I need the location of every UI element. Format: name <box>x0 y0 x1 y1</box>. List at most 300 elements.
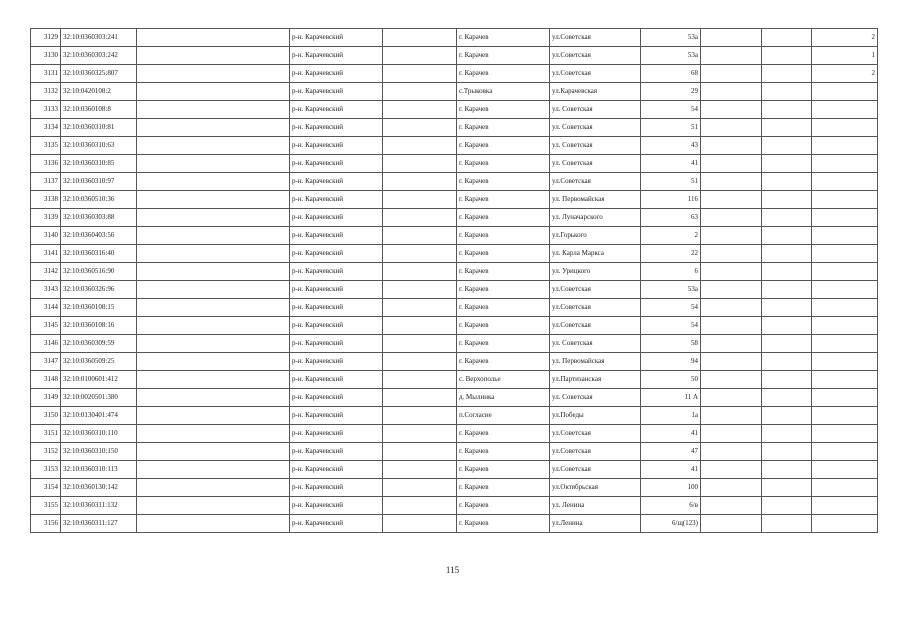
locality-name: д. Мылинка <box>457 389 550 407</box>
street-name: ул. Карла Маркса <box>550 245 641 263</box>
street-name: ул.Советская <box>550 47 641 65</box>
house-number: 43 <box>641 137 701 155</box>
street-name: ул.Советская <box>550 299 641 317</box>
empty-cell <box>762 497 812 515</box>
table-row <box>31 263 878 281</box>
district-name: р-н. Карачевский <box>290 389 383 407</box>
empty-cell <box>137 425 290 443</box>
table-row <box>31 497 878 515</box>
street-name: ул.Советская <box>550 29 641 47</box>
house-number: 2 <box>641 227 701 245</box>
house-number: 6/в <box>641 497 701 515</box>
count-value: 2 <box>812 65 878 83</box>
street-name: ул. Советская <box>550 389 641 407</box>
house-number: 41 <box>641 155 701 173</box>
count-value <box>812 479 878 497</box>
locality-name: г. Карачев <box>457 173 550 191</box>
street-name: ул.Ленина <box>550 515 641 533</box>
empty-cell <box>762 263 812 281</box>
empty-cell <box>137 335 290 353</box>
table-row <box>31 83 878 101</box>
empty-cell <box>762 65 812 83</box>
table-row <box>31 119 878 137</box>
locality-name: г. Карачев <box>457 281 550 299</box>
count-value <box>812 119 878 137</box>
empty-cell <box>701 407 762 425</box>
house-number: 1а <box>641 407 701 425</box>
cadastral-number: 32:10:0360108:16 <box>61 317 137 335</box>
house-number: 47 <box>641 443 701 461</box>
table-row <box>31 101 878 119</box>
street-name: ул.Советская <box>550 65 641 83</box>
empty-cell <box>383 209 457 227</box>
empty-cell <box>137 191 290 209</box>
empty-cell <box>762 389 812 407</box>
empty-cell <box>383 443 457 461</box>
empty-cell <box>762 479 812 497</box>
empty-cell <box>701 191 762 209</box>
empty-cell <box>137 479 290 497</box>
locality-name: г. Карачев <box>457 227 550 245</box>
cadastral-number: 32:10:0360510:36 <box>61 191 137 209</box>
house-number: 50 <box>641 371 701 389</box>
table-row <box>31 425 878 443</box>
district-name: р-н. Карачевский <box>290 83 383 101</box>
empty-cell <box>701 119 762 137</box>
cadastral-number: 32:10:0360310:97 <box>61 173 137 191</box>
locality-name: г. Карачев <box>457 461 550 479</box>
empty-cell <box>701 227 762 245</box>
locality-name: г. Карачев <box>457 479 550 497</box>
empty-cell <box>762 461 812 479</box>
district-name: р-н. Карачевский <box>290 281 383 299</box>
table-row <box>31 353 878 371</box>
empty-cell <box>137 47 290 65</box>
cadastral-number: 32:10:0360326:96 <box>61 281 137 299</box>
street-name: ул. Советская <box>550 137 641 155</box>
cadastral-number: 32:10:0360310:81 <box>61 119 137 137</box>
house-number: 68 <box>641 65 701 83</box>
empty-cell <box>701 83 762 101</box>
cadastral-number: 32:10:0360303:241 <box>61 29 137 47</box>
empty-cell <box>383 389 457 407</box>
row-number: 3139 <box>31 209 61 227</box>
row-number: 3144 <box>31 299 61 317</box>
empty-cell <box>383 191 457 209</box>
district-name: р-н. Карачевский <box>290 479 383 497</box>
empty-cell <box>383 245 457 263</box>
row-number: 3141 <box>31 245 61 263</box>
row-number: 3131 <box>31 65 61 83</box>
district-name: р-н. Карачевский <box>290 65 383 83</box>
empty-cell <box>383 461 457 479</box>
count-value <box>812 173 878 191</box>
cadastral-number: 32:10:0360311:132 <box>61 497 137 515</box>
count-value <box>812 191 878 209</box>
cadastral-number: 32:10:0360311:127 <box>61 515 137 533</box>
table-row <box>31 335 878 353</box>
empty-cell <box>762 335 812 353</box>
street-name: ул.Советская <box>550 461 641 479</box>
empty-cell <box>701 371 762 389</box>
row-number: 3140 <box>31 227 61 245</box>
house-number: 54 <box>641 101 701 119</box>
cadastral-number: 32:10:0360516:90 <box>61 263 137 281</box>
empty-cell <box>701 389 762 407</box>
empty-cell <box>383 317 457 335</box>
empty-cell <box>701 479 762 497</box>
row-number: 3154 <box>31 479 61 497</box>
cadastral-number: 32:10:0020501:380 <box>61 389 137 407</box>
row-number: 3130 <box>31 47 61 65</box>
row-number: 3135 <box>31 137 61 155</box>
cadastral-number: 32:10:0360309:59 <box>61 335 137 353</box>
empty-cell <box>762 299 812 317</box>
empty-cell <box>762 137 812 155</box>
house-number: 116 <box>641 191 701 209</box>
table-row <box>31 407 878 425</box>
empty-cell <box>762 281 812 299</box>
locality-name: г. Карачев <box>457 245 550 263</box>
house-number: 63 <box>641 209 701 227</box>
street-name: ул.Советская <box>550 425 641 443</box>
count-value <box>812 497 878 515</box>
empty-cell <box>137 101 290 119</box>
empty-cell <box>701 461 762 479</box>
empty-cell <box>762 425 812 443</box>
table-row <box>31 281 878 299</box>
table-row <box>31 317 878 335</box>
district-name: р-н. Карачевский <box>290 425 383 443</box>
table-row <box>31 173 878 191</box>
count-value <box>812 101 878 119</box>
table-row <box>31 227 878 245</box>
cadastral-number: 32:10:0360303:242 <box>61 47 137 65</box>
district-name: р-н. Карачевский <box>290 209 383 227</box>
empty-cell <box>701 209 762 227</box>
empty-cell <box>137 137 290 155</box>
house-number: 54 <box>641 299 701 317</box>
empty-cell <box>701 155 762 173</box>
house-number: 41 <box>641 425 701 443</box>
empty-cell <box>383 65 457 83</box>
table-row <box>31 299 878 317</box>
locality-name: г. Карачев <box>457 47 550 65</box>
table-body <box>31 29 878 533</box>
empty-cell <box>383 371 457 389</box>
row-number: 3155 <box>31 497 61 515</box>
row-number: 3137 <box>31 173 61 191</box>
house-number: 29 <box>641 83 701 101</box>
empty-cell <box>701 65 762 83</box>
street-name: ул. Луначарского <box>550 209 641 227</box>
table-row <box>31 389 878 407</box>
street-name: ул. Первомайская <box>550 191 641 209</box>
empty-cell <box>137 443 290 461</box>
empty-cell <box>383 299 457 317</box>
house-number: 100 <box>641 479 701 497</box>
row-number: 3133 <box>31 101 61 119</box>
table-row <box>31 479 878 497</box>
table-row <box>31 371 878 389</box>
district-name: р-н. Карачевский <box>290 173 383 191</box>
row-number: 3142 <box>31 263 61 281</box>
row-number: 3148 <box>31 371 61 389</box>
empty-cell <box>762 209 812 227</box>
empty-cell <box>383 515 457 533</box>
count-value <box>812 281 878 299</box>
count-value <box>812 425 878 443</box>
locality-name: г. Карачев <box>457 497 550 515</box>
empty-cell <box>137 29 290 47</box>
count-value <box>812 353 878 371</box>
empty-cell <box>137 263 290 281</box>
empty-cell <box>701 425 762 443</box>
street-name: ул. Советская <box>550 101 641 119</box>
empty-cell <box>762 173 812 191</box>
row-number: 3149 <box>31 389 61 407</box>
empty-cell <box>383 479 457 497</box>
count-value <box>812 209 878 227</box>
house-number: 94 <box>641 353 701 371</box>
count-value <box>812 371 878 389</box>
table-row <box>31 443 878 461</box>
empty-cell <box>701 29 762 47</box>
district-name: р-н. Карачевский <box>290 227 383 245</box>
page-number: 115 <box>445 565 460 575</box>
table-row <box>31 245 878 263</box>
empty-cell <box>762 227 812 245</box>
empty-cell <box>383 227 457 245</box>
district-name: р-н. Карачевский <box>290 155 383 173</box>
empty-cell <box>137 299 290 317</box>
street-name: ул.Советская <box>550 281 641 299</box>
district-name: р-н. Карачевский <box>290 497 383 515</box>
empty-cell <box>762 155 812 173</box>
count-value <box>812 227 878 245</box>
cadastral-number: 32:10:0360310:85 <box>61 155 137 173</box>
empty-cell <box>383 101 457 119</box>
empty-cell <box>137 371 290 389</box>
district-name: р-н. Карачевский <box>290 101 383 119</box>
cadastral-number: 32:10:0360310:63 <box>61 137 137 155</box>
street-name: ул.Партизанская <box>550 371 641 389</box>
row-number: 3147 <box>31 353 61 371</box>
district-name: р-н. Карачевский <box>290 407 383 425</box>
row-number: 3146 <box>31 335 61 353</box>
table-row <box>31 65 878 83</box>
cadastral-number: 32:10:0360310:113 <box>61 461 137 479</box>
count-value <box>812 155 878 173</box>
street-name: ул. Советская <box>550 119 641 137</box>
house-number: 6 <box>641 263 701 281</box>
house-number: 22 <box>641 245 701 263</box>
row-number: 3129 <box>31 29 61 47</box>
house-number: 11 А <box>641 389 701 407</box>
count-value: 2 <box>812 29 878 47</box>
count-value <box>812 137 878 155</box>
street-name: ул.Карачевская <box>550 83 641 101</box>
district-name: р-н. Карачевский <box>290 137 383 155</box>
district-name: р-н. Карачевский <box>290 29 383 47</box>
empty-cell <box>137 173 290 191</box>
table-row <box>31 515 878 533</box>
cadastral-number: 32:10:0360130:142 <box>61 479 137 497</box>
empty-cell <box>137 245 290 263</box>
empty-cell <box>137 461 290 479</box>
empty-cell <box>701 281 762 299</box>
count-value <box>812 83 878 101</box>
table-row <box>31 29 878 47</box>
locality-name: с.Трыковка <box>457 83 550 101</box>
empty-cell <box>383 353 457 371</box>
cadastral-number: 32:10:0360310:110 <box>61 425 137 443</box>
empty-cell <box>137 317 290 335</box>
empty-cell <box>701 443 762 461</box>
locality-name: г. Карачев <box>457 299 550 317</box>
cadastral-number: 32:10:0130401:474 <box>61 407 137 425</box>
cadastral-number: 32:10:0360303:88 <box>61 209 137 227</box>
count-value <box>812 461 878 479</box>
row-number: 3145 <box>31 317 61 335</box>
table-row <box>31 47 878 65</box>
empty-cell <box>383 173 457 191</box>
empty-cell <box>762 407 812 425</box>
street-name: ул. Советская <box>550 335 641 353</box>
empty-cell <box>762 29 812 47</box>
street-name: ул.Советская <box>550 443 641 461</box>
empty-cell <box>762 353 812 371</box>
district-name: р-н. Карачевский <box>290 299 383 317</box>
empty-cell <box>383 47 457 65</box>
table-row <box>31 461 878 479</box>
empty-cell <box>137 65 290 83</box>
district-name: р-н. Карачевский <box>290 47 383 65</box>
house-number: 53а <box>641 47 701 65</box>
locality-name: г. Карачев <box>457 425 550 443</box>
empty-cell <box>701 101 762 119</box>
row-number: 3143 <box>31 281 61 299</box>
table-row <box>31 155 878 173</box>
empty-cell <box>701 173 762 191</box>
row-number: 3138 <box>31 191 61 209</box>
house-number: 6/щ(123) <box>641 515 701 533</box>
empty-cell <box>762 371 812 389</box>
cadastral-number: 32:10:0360108:15 <box>61 299 137 317</box>
empty-cell <box>383 335 457 353</box>
empty-cell <box>383 137 457 155</box>
house-number: 53а <box>641 29 701 47</box>
house-number: 54 <box>641 317 701 335</box>
district-name: р-н. Карачевский <box>290 461 383 479</box>
locality-name: г. Карачев <box>457 263 550 281</box>
district-name: р-н. Карачевский <box>290 263 383 281</box>
table-row <box>31 137 878 155</box>
locality-name: с. Верхополье <box>457 371 550 389</box>
empty-cell <box>137 83 290 101</box>
street-name: ул.Горького <box>550 227 641 245</box>
locality-name: г. Карачев <box>457 119 550 137</box>
cadastral-number: 32:10:0360509:25 <box>61 353 137 371</box>
count-value <box>812 335 878 353</box>
empty-cell <box>383 407 457 425</box>
count-value <box>812 443 878 461</box>
locality-name: г. Карачев <box>457 335 550 353</box>
district-name: р-н. Карачевский <box>290 245 383 263</box>
empty-cell <box>701 245 762 263</box>
district-name: р-н. Карачевский <box>290 119 383 137</box>
table-row <box>31 191 878 209</box>
cadastral-number: 32:10:0420108:2 <box>61 83 137 101</box>
row-number: 3136 <box>31 155 61 173</box>
empty-cell <box>137 407 290 425</box>
row-number: 3156 <box>31 515 61 533</box>
empty-cell <box>137 119 290 137</box>
street-name: ул. Ленина <box>550 497 641 515</box>
empty-cell <box>762 191 812 209</box>
district-name: р-н. Карачевский <box>290 335 383 353</box>
empty-cell <box>701 353 762 371</box>
empty-cell <box>137 497 290 515</box>
street-name: ул. Советская <box>550 155 641 173</box>
locality-name: г. Карачев <box>457 443 550 461</box>
cadastral-number: 32:10:0360316:40 <box>61 245 137 263</box>
empty-cell <box>383 119 457 137</box>
empty-cell <box>137 281 290 299</box>
empty-cell <box>137 155 290 173</box>
cadastral-number: 32:10:0360108:8 <box>61 101 137 119</box>
street-name: ул.Советская <box>550 317 641 335</box>
empty-cell <box>383 281 457 299</box>
locality-name: г. Карачев <box>457 155 550 173</box>
street-name: ул.Советская <box>550 173 641 191</box>
cadastral-number: 32:10:0360325:807 <box>61 65 137 83</box>
empty-cell <box>762 47 812 65</box>
empty-cell <box>137 227 290 245</box>
district-name: р-н. Карачевский <box>290 317 383 335</box>
locality-name: г. Карачев <box>457 101 550 119</box>
count-value: 1 <box>812 47 878 65</box>
district-name: р-н. Карачевский <box>290 515 383 533</box>
locality-name: г. Карачев <box>457 191 550 209</box>
empty-cell <box>701 497 762 515</box>
cadastral-number: 32:10:0360310:150 <box>61 443 137 461</box>
district-name: р-н. Карачевский <box>290 371 383 389</box>
empty-cell <box>137 515 290 533</box>
empty-cell <box>762 317 812 335</box>
registry-table <box>30 28 878 533</box>
district-name: р-н. Карачевский <box>290 443 383 461</box>
empty-cell <box>762 515 812 533</box>
empty-cell <box>762 119 812 137</box>
count-value <box>812 299 878 317</box>
count-value <box>812 515 878 533</box>
street-name: ул.Победы <box>550 407 641 425</box>
empty-cell <box>701 335 762 353</box>
empty-cell <box>137 353 290 371</box>
house-number: 51 <box>641 119 701 137</box>
district-name: р-н. Карачевский <box>290 191 383 209</box>
house-number: 58 <box>641 335 701 353</box>
house-number: 53а <box>641 281 701 299</box>
empty-cell <box>762 443 812 461</box>
empty-cell <box>701 299 762 317</box>
cadastral-number: 32:10:0100601:412 <box>61 371 137 389</box>
count-value <box>812 245 878 263</box>
empty-cell <box>762 83 812 101</box>
locality-name: г. Карачев <box>457 65 550 83</box>
empty-cell <box>383 29 457 47</box>
